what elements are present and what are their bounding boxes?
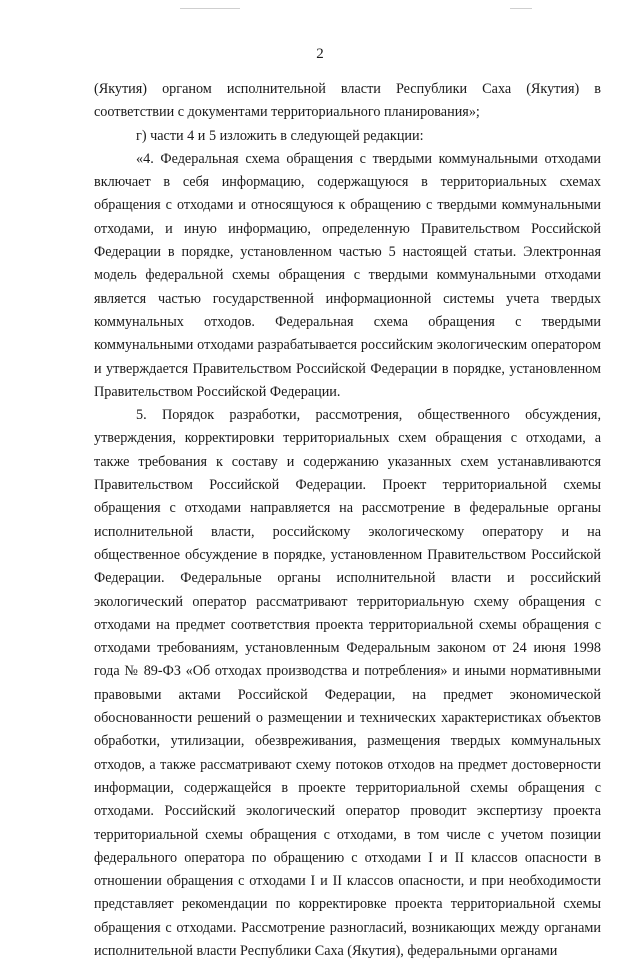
paragraph-part-4: «4. Федеральная схема обращения с твердыми коммунальными отходами включает в себя информацию, содержащуюся в территориальных схемах обращения с отходами и относящуюся к обращению с твердыми коммунальными отходами, и иную информацию, определенную Правительством Российской Федерации в порядке, установленном частью 5 настоящей статьи. Электронная модель федеральной схемы обращения с твердыми коммунальными отходами является частью государственной информационной системы учета твердых коммунальных отходов. Федеральная схема обращения с твердыми коммунальными отходами разрабатывается российским экологическим оператором и утверждается Правительством Российской Федерации в порядке, установленном Правительством Российской Федерации. bbox=[94, 150, 601, 400]
paragraph-part-5: 5. Порядок разработки, рассмотрения, общественного обсуждения, утверждения, корректировки территориальных схем обращения с отходами, а также требования к составу и содержанию указанных схем устанавливаются Правительством Российской Федерации. Проект территориальной схемы обращения с отходами направляется на рассмотрение в федеральные органы исполнительной власти, российскому экологическому оператору и на общественное обсуждение в порядке, установленном Правительством Российской Федерации. Федеральные органы исполнительной власти и российский экологический оператор рассматривают территориальную схему обращения с отходами на предмет соответствия проекта территориальной схемы обращения с отходами требованиям, установленным Федеральным законом от 24 июня 1998 года № 89-ФЗ «Об отходах производства и потребления» и иными нормативными правовыми актами Российской Федерации, на предмет экономической обоснованности решений о размещении и технических характеристиках объектов обработки, утилизации, обезвреживания, размещения твердых коммунальных отходов, а также рассматривают схему потоков отходов на предмет достоверности информации, содержащейся в проекте территориальной схемы обращения с отходами. Российский экологический оператор проводит экспертизу проекта территориальной схемы обращения с отходами, в том числе с учетом позиции федерального оператора по обращению с отходами I и II классов опасности в отношении обращения с отходами I и II классов опасности, и при необходимости представляет рекомендации по корректировке проекта территориальной схемы обращения с отходами. Рассмотрение разногласий, возникающих между органами исполнительной власти Республики Саха (Якутия), федеральными органами bbox=[94, 407, 601, 959]
paragraph-continuation: (Якутия) органом исполнительной власти Республики Саха (Якутия) в соответствии с документами территориального планирования»; bbox=[94, 81, 601, 121]
scan-artifact bbox=[180, 8, 240, 9]
paragraph-amendment-g: г) части 4 и 5 изложить в следующей редакции: bbox=[136, 127, 424, 144]
scan-artifact bbox=[510, 8, 532, 9]
page-number: 2 bbox=[316, 46, 324, 62]
document-body bbox=[94, 78, 601, 963]
